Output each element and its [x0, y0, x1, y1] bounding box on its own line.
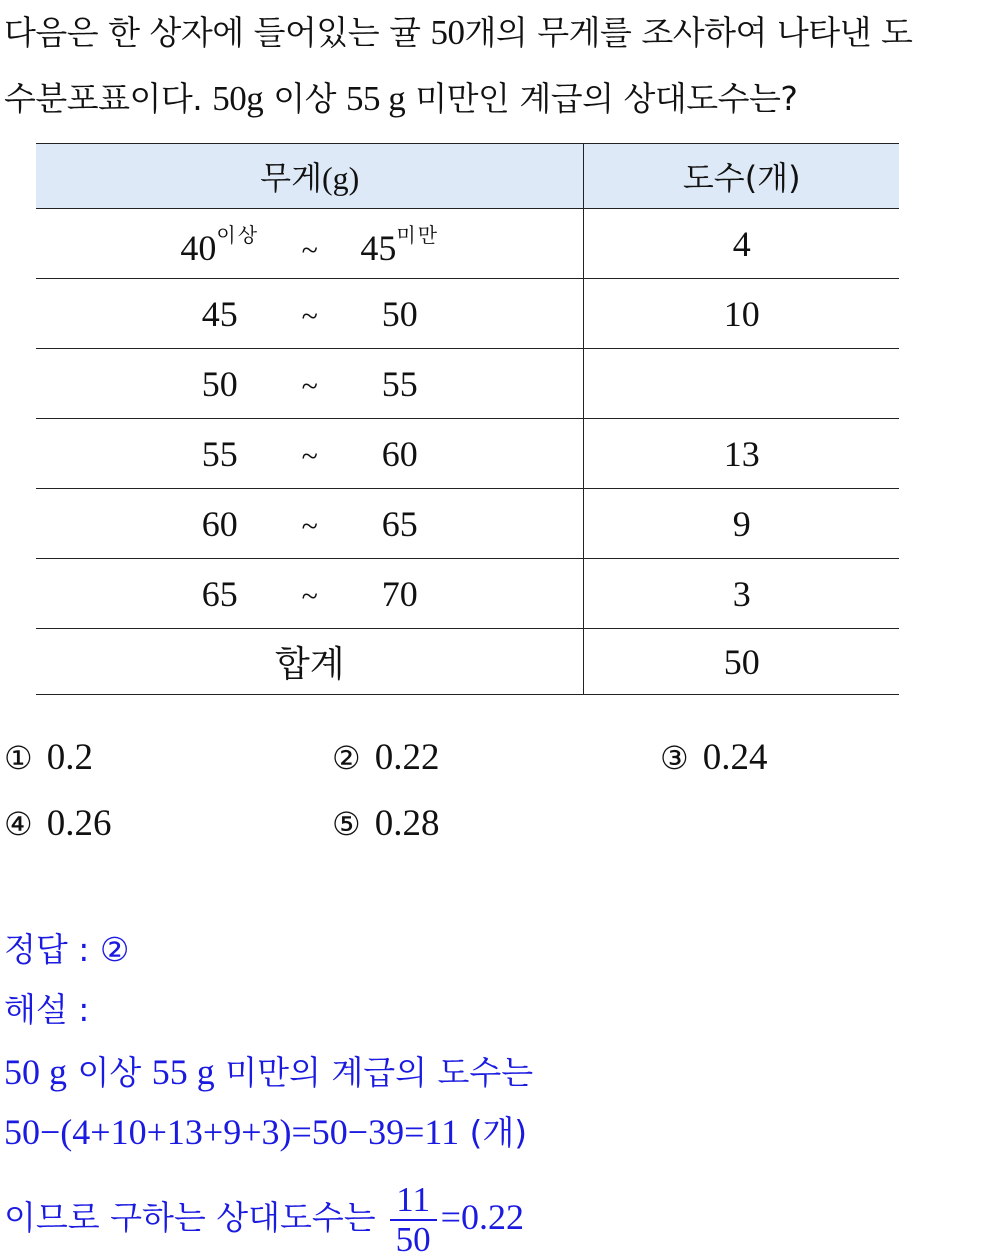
choice-2[interactable]: [332, 724, 439, 791]
explanation-line-2: [4, 1102, 989, 1163]
fraction-numerator: 11: [390, 1181, 437, 1221]
question-line2-suffix: 미만인 계급의 상대도수는?: [405, 79, 798, 118]
class-interval: [36, 279, 584, 349]
question-line1-suffix: 개의 무게를 조사하여 나타낸 도: [464, 13, 913, 52]
choice-mark: ①: [4, 739, 33, 777]
table-row: [36, 489, 899, 559]
choice-value: 0.26: [46, 803, 112, 844]
interval-lower: 65: [201, 573, 238, 614]
choice-5[interactable]: [332, 790, 439, 857]
explanation-unit-2: g: [187, 1052, 215, 1092]
header-frequency: 도수(개): [584, 144, 899, 209]
class-interval: [36, 419, 584, 489]
table-header-row: [36, 144, 899, 209]
header-weight-text: 무게: [260, 159, 322, 197]
question-line-1: [4, 0, 989, 66]
answer-label: 정답 :: [4, 930, 100, 969]
class-interval: [36, 559, 584, 629]
question-range-lo: 50: [212, 79, 247, 118]
choice-mark: ②: [332, 739, 361, 777]
question-line-2: [4, 66, 989, 132]
class-frequency: 9: [584, 489, 899, 559]
interval-lower: 55: [201, 433, 238, 474]
choice-mark: ⑤: [332, 805, 361, 843]
interval-lower: $40^{이상}$: [180, 222, 260, 268]
explanation-mid: 이상: [67, 1053, 152, 1092]
class-frequency: 10: [584, 279, 899, 349]
interval-tilde: ~: [301, 439, 318, 473]
explanation-lo: 50: [4, 1052, 40, 1092]
choice-1[interactable]: [4, 724, 93, 791]
interval-tilde: ~: [301, 369, 318, 403]
question-range-hi: 55: [346, 79, 380, 118]
total-value: 50: [584, 629, 899, 695]
question-unit-1: g: [246, 79, 264, 118]
table-body: [36, 209, 899, 695]
explanation-line-1: [4, 1042, 989, 1103]
table-row: [36, 279, 899, 349]
explanation-result: =0.22: [440, 1197, 524, 1237]
question-line1-prefix: 다음은 한 상자에 들어있는 귤: [4, 13, 431, 52]
interval-lower: 45: [201, 293, 238, 334]
question-text: [4, 0, 989, 132]
explanation-line3-prefix: 이므로 구하는 상대도수는: [4, 1198, 376, 1237]
interval-upper: 50: [381, 293, 418, 334]
question-unit-2: g: [380, 79, 406, 118]
interval-upper: 70: [381, 573, 418, 614]
fraction-denominator: 50: [395, 1219, 431, 1259]
interval-lower: 60: [201, 503, 238, 544]
class-frequency: 4: [584, 209, 899, 279]
explanation-unit: (개): [459, 1113, 528, 1152]
choice-value: 0.22: [374, 737, 440, 778]
interval-upper: 55: [381, 363, 418, 404]
interval-lower: 50: [201, 363, 238, 404]
choice-4[interactable]: [4, 790, 111, 857]
answer-mark: ②: [99, 930, 130, 969]
interval-upper: 60: [381, 433, 418, 474]
header-weight-unit: (g): [321, 160, 360, 196]
question-line2-prefix: 수분포표이다.: [4, 79, 213, 118]
choice-value: 0.2: [46, 737, 93, 778]
explanation-line1-suffix: 미만의 계급의 도수는: [214, 1053, 534, 1092]
choice-value: 0.28: [374, 803, 440, 844]
interval-tilde: ~: [301, 299, 318, 333]
answer-line: [4, 922, 989, 978]
explanation-label: 해설 :: [4, 990, 90, 1029]
frequency-table: [36, 143, 899, 695]
table-row: [36, 209, 899, 279]
interval-tilde: ~: [301, 579, 318, 613]
class-interval: [36, 349, 584, 419]
interval-upper: 65: [381, 503, 418, 544]
class-interval: [36, 209, 584, 279]
choice-mark: ④: [4, 805, 33, 843]
table-total-row: [36, 629, 899, 695]
table-row: [36, 349, 899, 419]
table-row: [36, 419, 899, 489]
choice-mark: ③: [660, 739, 689, 777]
class-frequency: 13: [584, 419, 899, 489]
question-count: 50: [430, 13, 465, 52]
choice-value: 0.24: [702, 737, 768, 778]
interval-upper: $45^{미만}$: [360, 222, 440, 268]
choice-3[interactable]: [660, 724, 767, 791]
total-label: 합계: [36, 629, 584, 695]
question-line2-mid: 이상: [263, 79, 346, 118]
interval-tilde: ~: [301, 509, 318, 543]
sup-lt: 미만: [396, 222, 440, 247]
explanation-unit-1: g: [40, 1052, 67, 1092]
header-weight: [36, 144, 584, 209]
table-row: [36, 559, 899, 629]
explanation-expression: 50−(4+10+13+9+3)=50−39=11: [4, 1112, 460, 1152]
fraction: [390, 1181, 437, 1259]
class-frequency-blank: [584, 349, 899, 419]
interval-tilde: ~: [301, 233, 318, 267]
sup-ge: 이상: [216, 222, 260, 247]
explanation-hi: 55: [151, 1052, 188, 1092]
explanation-line-3: [4, 1172, 989, 1259]
class-interval: [36, 489, 584, 559]
class-frequency: 3: [584, 559, 899, 629]
